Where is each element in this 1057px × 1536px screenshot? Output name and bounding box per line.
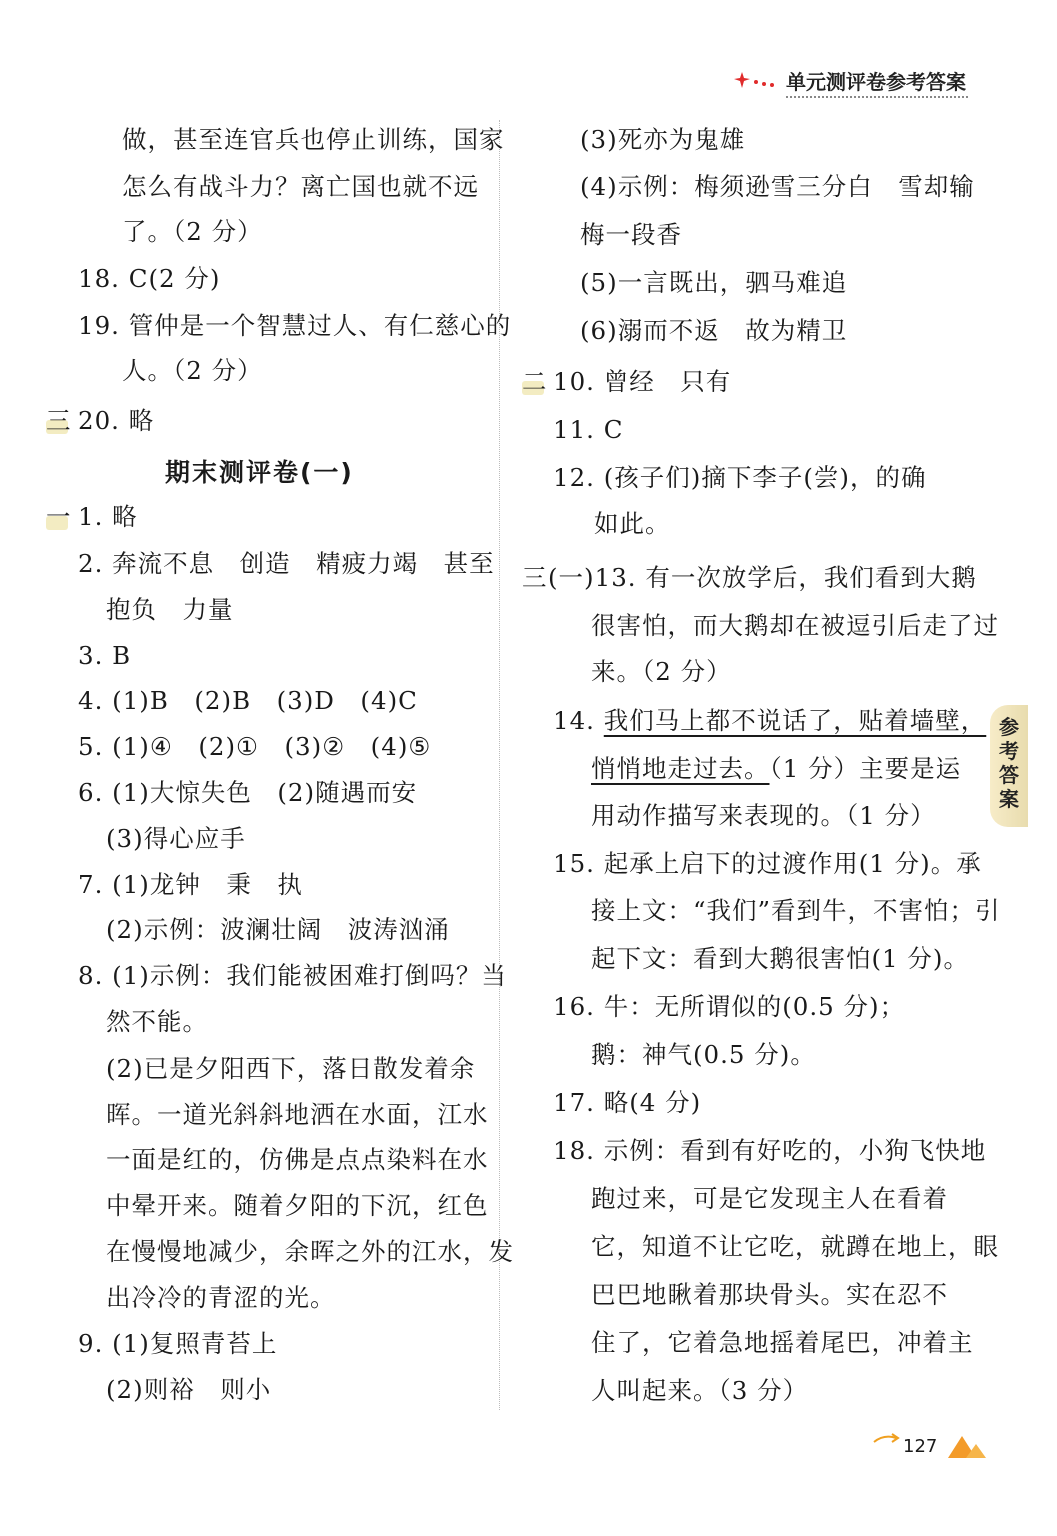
underlined-sentence: 悄悄地走过去。 <box>591 754 770 783</box>
header-title: 单元测评卷参考答案 <box>786 70 966 94</box>
answer-line: 15. 起承上启下的过渡作用(1 分)。承 <box>553 849 982 878</box>
answer-line: 一面是红的，仿佛是点点染料在水 <box>106 1145 489 1174</box>
section-marker: 一 <box>46 502 71 531</box>
answer-line: (5)一言既出，驷马难追 <box>580 268 848 297</box>
answer-line: 出冷冷的青涩的光。 <box>106 1283 336 1312</box>
answer-line: 梅一段香 <box>580 220 682 249</box>
answer-line: 1. 略 <box>78 502 138 531</box>
answer-line: 3. B <box>78 641 132 670</box>
answer-line: 4. (1)B (2)B (3)D (4)C <box>78 686 418 715</box>
side-tab-label: 参考答案 <box>999 715 1019 811</box>
answer-line: 8. (1)示例：我们能被困难打倒吗？当 <box>78 961 507 990</box>
section-title: 期末测评卷(一) <box>165 458 354 487</box>
side-tab <box>990 705 1028 827</box>
answer-line: 19. 管仲是一个智慧过人、有仁慈心的 <box>78 311 512 340</box>
section-marker: 三 <box>522 563 547 592</box>
answer-line: 在慢慢地减少，余晖之外的江水，发 <box>106 1237 514 1266</box>
answer-line: 6. (1)大惊失色 (2)随遇而安 <box>78 778 418 807</box>
underlined-sentence: 我们马上都不说话了，贴着墙壁， <box>603 706 987 735</box>
answer-line: 如此。 <box>594 509 671 538</box>
answer-line: 中晕开来。随着夕阳的下沉，红色 <box>106 1191 489 1220</box>
answer-line: 鹅：神气(0.5 分)。 <box>591 1040 816 1069</box>
answer-line: 很害怕，而大鹅却在被逗引后走了过 <box>591 611 999 640</box>
answer-line <box>553 705 986 737</box>
answer-text: （1 分）主要是运 <box>769 754 962 783</box>
answer-line: 18. C(2 分) <box>78 264 221 293</box>
answer-line: 用动作描写来表现的。（1 分） <box>591 801 936 830</box>
answer-line: 做，甚至连官兵也停止训练，国家 <box>122 125 505 154</box>
answer-line: 12. (孩子们)摘下李子(尝)，的确 <box>553 463 927 492</box>
answer-line: 然不能。 <box>106 1007 208 1036</box>
star-decoration-icon <box>732 70 782 90</box>
answer-line: 5. (1)④ (2)① (3)② (4)⑤ <box>78 732 432 761</box>
answer-line: 人。（2 分） <box>122 356 263 385</box>
answer-line: (2)则裕 则小 <box>106 1375 272 1404</box>
page-header <box>728 62 978 104</box>
page-number: 127 <box>903 1436 938 1457</box>
answer-line: 2. 奔流不息 创造 精疲力竭 甚至 <box>78 549 495 578</box>
answer-line: (一)13. 有一次放学后，我们看到大鹅 <box>548 563 977 592</box>
answer-line: 怎么有战斗力？离亡国也就不远 <box>122 172 479 201</box>
answer-line: 接上文：“我们”看到牛，不害怕；引 <box>591 896 1001 925</box>
answer-line: 7. (1)龙钟 秉 执 <box>78 870 303 899</box>
answer-line: 住了，它着急地摇着尾巴，冲着主 <box>591 1328 974 1357</box>
header-dotted-rule <box>786 96 968 98</box>
section-marker: 三 <box>46 406 71 435</box>
answer-line: (3)死亦为鬼雄 <box>580 125 746 154</box>
answer-line: 20. 略 <box>78 406 155 435</box>
answer-line: 16. 牛：无所谓似的(0.5 分)； <box>553 992 906 1021</box>
answer-line: (6)溺而不返 故为精卫 <box>580 316 848 345</box>
answer-line: 它，知道不让它吃，就蹲在地上，眼 <box>591 1232 999 1261</box>
answer-line: 来。（2 分） <box>591 657 732 686</box>
answer-line: 起下文：看到大鹅很害怕(1 分)。 <box>591 944 969 973</box>
answer-line: 9. (1)复照青苔上 <box>78 1329 278 1358</box>
answer-line: 晖。一道光斜斜地洒在水面，江水 <box>106 1100 489 1129</box>
answer-line: 18. 示例：看到有好吃的，小狗飞快地 <box>553 1136 987 1165</box>
answer-line: 17. 略(4 分) <box>553 1088 702 1117</box>
answer-line: (3)得心应手 <box>106 824 246 853</box>
answer-line: (2)已是夕阳西下，落日散发着余 <box>106 1054 476 1083</box>
answer-line: 了。（2 分） <box>122 217 263 246</box>
section-marker: 二 <box>522 367 547 396</box>
answer-line: (4)示例：梅须逊雪三分白 雪却输 <box>580 172 975 201</box>
answer-line: 抱负 力量 <box>106 595 234 624</box>
answer-line: 10. 曾经 只有 <box>553 367 732 396</box>
answer-line: 跑过来，可是它发现主人在看着 <box>591 1184 948 1213</box>
answer-line: (2)示例：波澜壮阔 波涛汹涌 <box>106 915 450 944</box>
answer-line <box>591 753 961 785</box>
answer-line: 人叫起来。（3 分） <box>591 1376 809 1405</box>
question-number: 14. <box>553 706 604 735</box>
answer-line: 巴巴地瞅着那块骨头。实在忍不 <box>591 1280 948 1309</box>
answer-line: 11. C <box>553 415 624 444</box>
